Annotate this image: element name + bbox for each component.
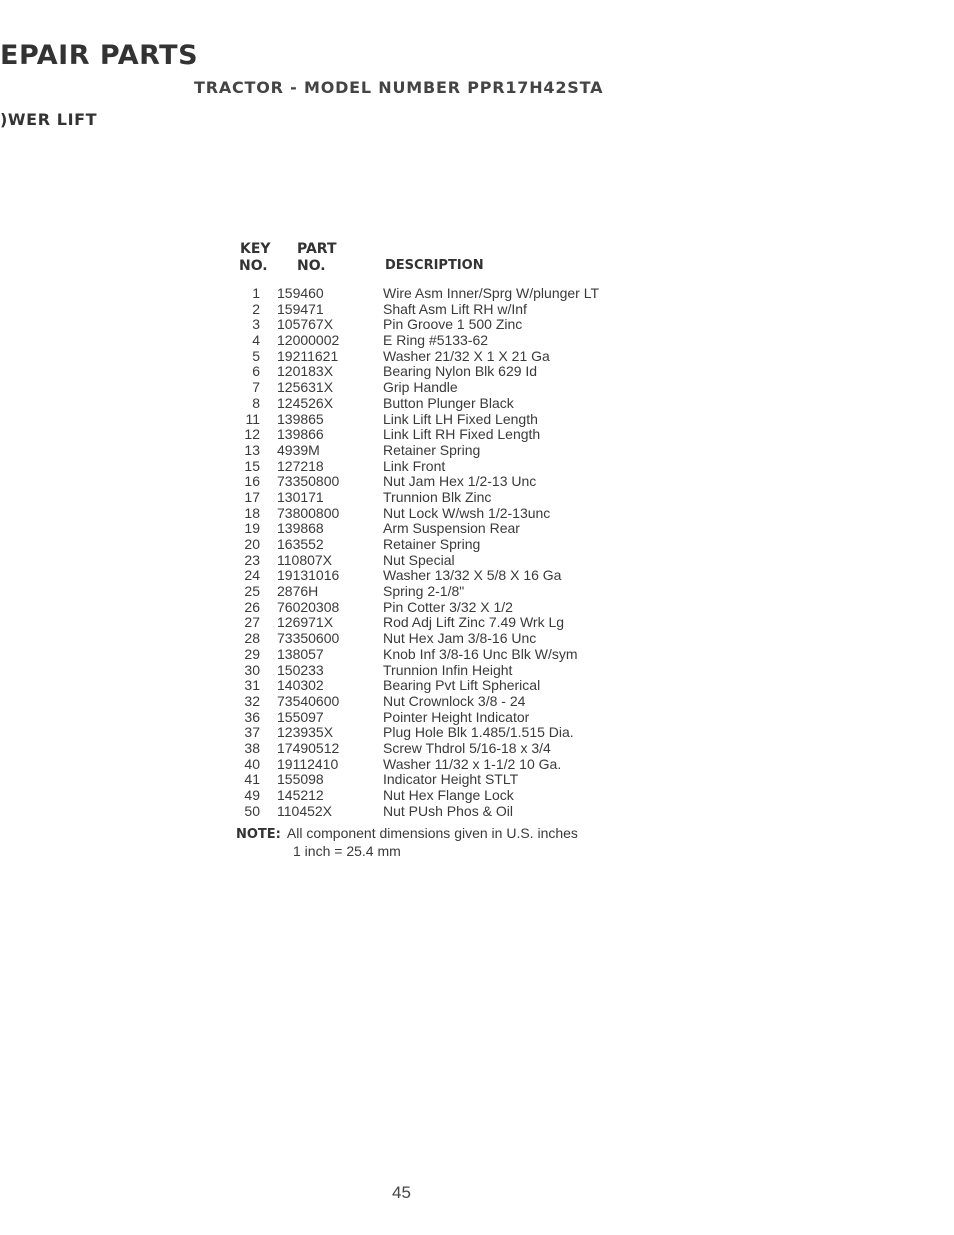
key-number: 23 <box>244 551 260 568</box>
part-number: 110807X <box>277 551 333 568</box>
part-number: 130171 <box>277 488 324 505</box>
part-description: Arm Suspension Rear <box>383 520 520 537</box>
key-number: 15 <box>244 457 260 474</box>
parts-list <box>236 286 656 819</box>
key-number: 4 <box>252 332 260 349</box>
table-row <box>236 537 656 553</box>
part-number: 73350800 <box>277 473 340 490</box>
table-row <box>236 584 656 600</box>
key-number: 27 <box>244 614 260 631</box>
note-line1: All component dimensions given in U.S. inches <box>286 825 578 842</box>
parts-table <box>236 240 656 859</box>
part-description: Bearing Pvt Lift Spherical <box>383 677 541 694</box>
key-number: 26 <box>244 598 260 615</box>
part-description: Shaft Asm Lift RH w/Inf <box>383 300 527 317</box>
key-number: 24 <box>244 567 260 584</box>
part-description: Link Front <box>383 457 446 474</box>
part-number: 123935X <box>277 724 334 741</box>
table-row <box>236 725 656 741</box>
table-row <box>236 694 656 710</box>
part-number: 73350600 <box>277 630 340 647</box>
table-row <box>236 568 656 584</box>
part-description: Spring 2-1/8" <box>383 583 465 600</box>
table-row <box>236 631 656 647</box>
part-header-line2: NO. <box>297 258 326 274</box>
part-number: 139866 <box>277 426 324 443</box>
part-number: 4939M <box>277 441 320 458</box>
part-number: 73800800 <box>277 504 340 521</box>
key-number: 40 <box>244 755 260 772</box>
key-number: 32 <box>244 692 260 709</box>
part-number: 19211621 <box>277 347 339 364</box>
page-title: EPAIR PARTS <box>0 40 199 71</box>
part-number: 163552 <box>277 536 324 552</box>
key-number: 2 <box>252 300 260 317</box>
table-row <box>236 710 656 726</box>
key-number: 12 <box>244 426 260 443</box>
part-number: 73540600 <box>277 692 340 709</box>
table-row <box>236 647 656 663</box>
part-description: Retainer Spring <box>383 441 481 458</box>
part-number: 12000002 <box>277 332 340 349</box>
key-number: 5 <box>252 347 260 364</box>
part-number: 155097 <box>277 708 324 725</box>
part-number: 19112410 <box>277 755 339 772</box>
key-number: 37 <box>244 724 260 741</box>
table-header <box>236 240 656 286</box>
part-description: Washer 11/32 x 1-1/2 10 Ga. <box>383 755 562 772</box>
table-row <box>236 443 656 459</box>
part-number: 159460 <box>277 285 324 301</box>
table-row <box>236 804 656 820</box>
key-number: 50 <box>244 802 260 819</box>
table-row <box>236 364 656 380</box>
section-title: )WER LIFT <box>0 110 98 129</box>
part-description: Grip Handle <box>383 379 458 396</box>
part-description: Nut Hex Jam 3/8-16 Unc <box>383 630 537 647</box>
key-number: 11 <box>245 410 260 427</box>
part-number: 127218 <box>277 457 324 474</box>
table-row <box>236 317 656 333</box>
part-description: Nut Lock W/wsh 1/2-13unc <box>383 504 551 521</box>
part-description: Indicator Height STLT <box>383 771 519 788</box>
table-row <box>236 615 656 631</box>
table-row <box>236 521 656 537</box>
part-number: 19131016 <box>277 567 340 584</box>
table-row <box>236 757 656 773</box>
part-description: Bearing Nylon Blk 629 Id <box>383 363 538 380</box>
table-row <box>236 663 656 679</box>
part-description: Button Plunger Black <box>383 394 514 411</box>
part-number: 17490512 <box>277 739 340 756</box>
table-row <box>236 380 656 396</box>
key-number: 7 <box>252 379 260 396</box>
part-number: 159471 <box>277 300 324 317</box>
key-number: 16 <box>244 473 260 490</box>
table-row <box>236 427 656 443</box>
key-number: 17 <box>244 488 260 505</box>
part-number: 2876H <box>277 583 319 600</box>
part-description: Nut Jam Hex 1/2-13 Unc <box>383 473 537 490</box>
table-row <box>236 474 656 490</box>
part-description: Trunnion Infin Height <box>383 661 513 678</box>
table-row <box>236 490 656 506</box>
part-number: 126971X <box>277 614 334 631</box>
part-number: 125631X <box>277 379 334 396</box>
key-number: 30 <box>244 661 260 678</box>
part-description: Washer 13/32 X 5/8 X 16 Ga <box>383 567 562 584</box>
key-number: 31 <box>244 677 260 694</box>
part-number: 138057 <box>277 645 324 662</box>
part-description: Washer 21/32 X 1 X 21 Ga <box>383 347 550 364</box>
note <box>236 825 656 859</box>
table-row <box>236 412 656 428</box>
part-number: 120183X <box>277 363 334 380</box>
key-number: 3 <box>252 316 260 333</box>
key-number: 36 <box>244 708 260 725</box>
part-description: Pin Groove 1 500 Zinc <box>383 316 523 333</box>
part-description: Pin Cotter 3/32 X 1/2 <box>383 598 513 615</box>
part-description: Screw Thdrol 5/16-18 x 3/4 <box>383 739 551 756</box>
key-number: 1 <box>252 285 260 301</box>
key-number: 41 <box>244 771 260 788</box>
key-number: 28 <box>244 630 260 647</box>
key-header-line2: NO. <box>239 258 268 274</box>
key-number: 8 <box>252 394 260 411</box>
part-description: Nut Crownlock 3/8 - 24 <box>383 692 526 709</box>
key-number: 29 <box>244 645 260 662</box>
key-number: 13 <box>244 441 260 458</box>
part-description: Nut Hex Flange Lock <box>383 787 514 803</box>
key-number: 6 <box>252 363 260 380</box>
table-row <box>236 678 656 694</box>
table-row <box>236 459 656 475</box>
part-description: Link Lift RH Fixed Length <box>383 426 541 443</box>
page-number: 45 <box>392 1183 411 1202</box>
part-number: 145212 <box>277 787 324 803</box>
table-row <box>236 302 656 318</box>
table-row <box>236 741 656 757</box>
description-header: DESCRIPTION <box>385 258 484 273</box>
part-description: Link Lift LH Fixed Length <box>383 410 538 427</box>
table-row <box>236 553 656 569</box>
part-number: 110452X <box>277 802 333 819</box>
part-description: Nut Special <box>383 551 455 568</box>
note-label: NOTE: <box>236 827 281 843</box>
key-number: 20 <box>244 536 260 552</box>
key-number: 38 <box>244 739 260 756</box>
key-number: 25 <box>244 583 260 600</box>
table-row <box>236 772 656 788</box>
part-number: 139865 <box>277 410 324 427</box>
part-description: Pointer Height Indicator <box>383 708 530 725</box>
key-number: 18 <box>244 504 260 521</box>
key-number: 19 <box>244 520 260 537</box>
part-number: 76020308 <box>277 598 340 615</box>
part-description: Trunnion Blk Zinc <box>383 488 492 505</box>
part-description: Nut PUsh Phos & Oil <box>383 802 513 819</box>
part-number: 105767X <box>277 316 334 333</box>
table-row <box>236 286 656 302</box>
key-number: 49 <box>244 787 260 803</box>
part-description: Plug Hole Blk 1.485/1.515 Dia. <box>383 724 574 741</box>
table-row <box>236 600 656 616</box>
key-header-line1: KEY <box>240 241 271 257</box>
table-row <box>236 333 656 349</box>
part-description: Knob Inf 3/8-16 Unc Blk W/sym <box>383 645 578 662</box>
table-row <box>236 396 656 412</box>
table-row <box>236 506 656 522</box>
table-row <box>236 788 656 804</box>
note-line2: 1 inch = 25.4 mm <box>293 843 401 860</box>
table-row <box>236 349 656 365</box>
part-description: Wire Asm Inner/Sprg W/plunger LT <box>383 285 600 301</box>
part-number: 124526X <box>277 394 334 411</box>
part-number: 150233 <box>277 661 324 678</box>
part-description: E Ring #5133-62 <box>383 332 489 349</box>
part-number: 139868 <box>277 520 324 537</box>
part-description: Rod Adj Lift Zinc 7.49 Wrk Lg <box>383 614 565 631</box>
part-description: Retainer Spring <box>383 536 481 552</box>
model-number-heading: TRACTOR - MODEL NUMBER PPR17H42STA <box>194 78 604 97</box>
part-number: 155098 <box>277 771 324 788</box>
part-header-line1: PART <box>297 241 337 257</box>
part-number: 140302 <box>277 677 324 694</box>
